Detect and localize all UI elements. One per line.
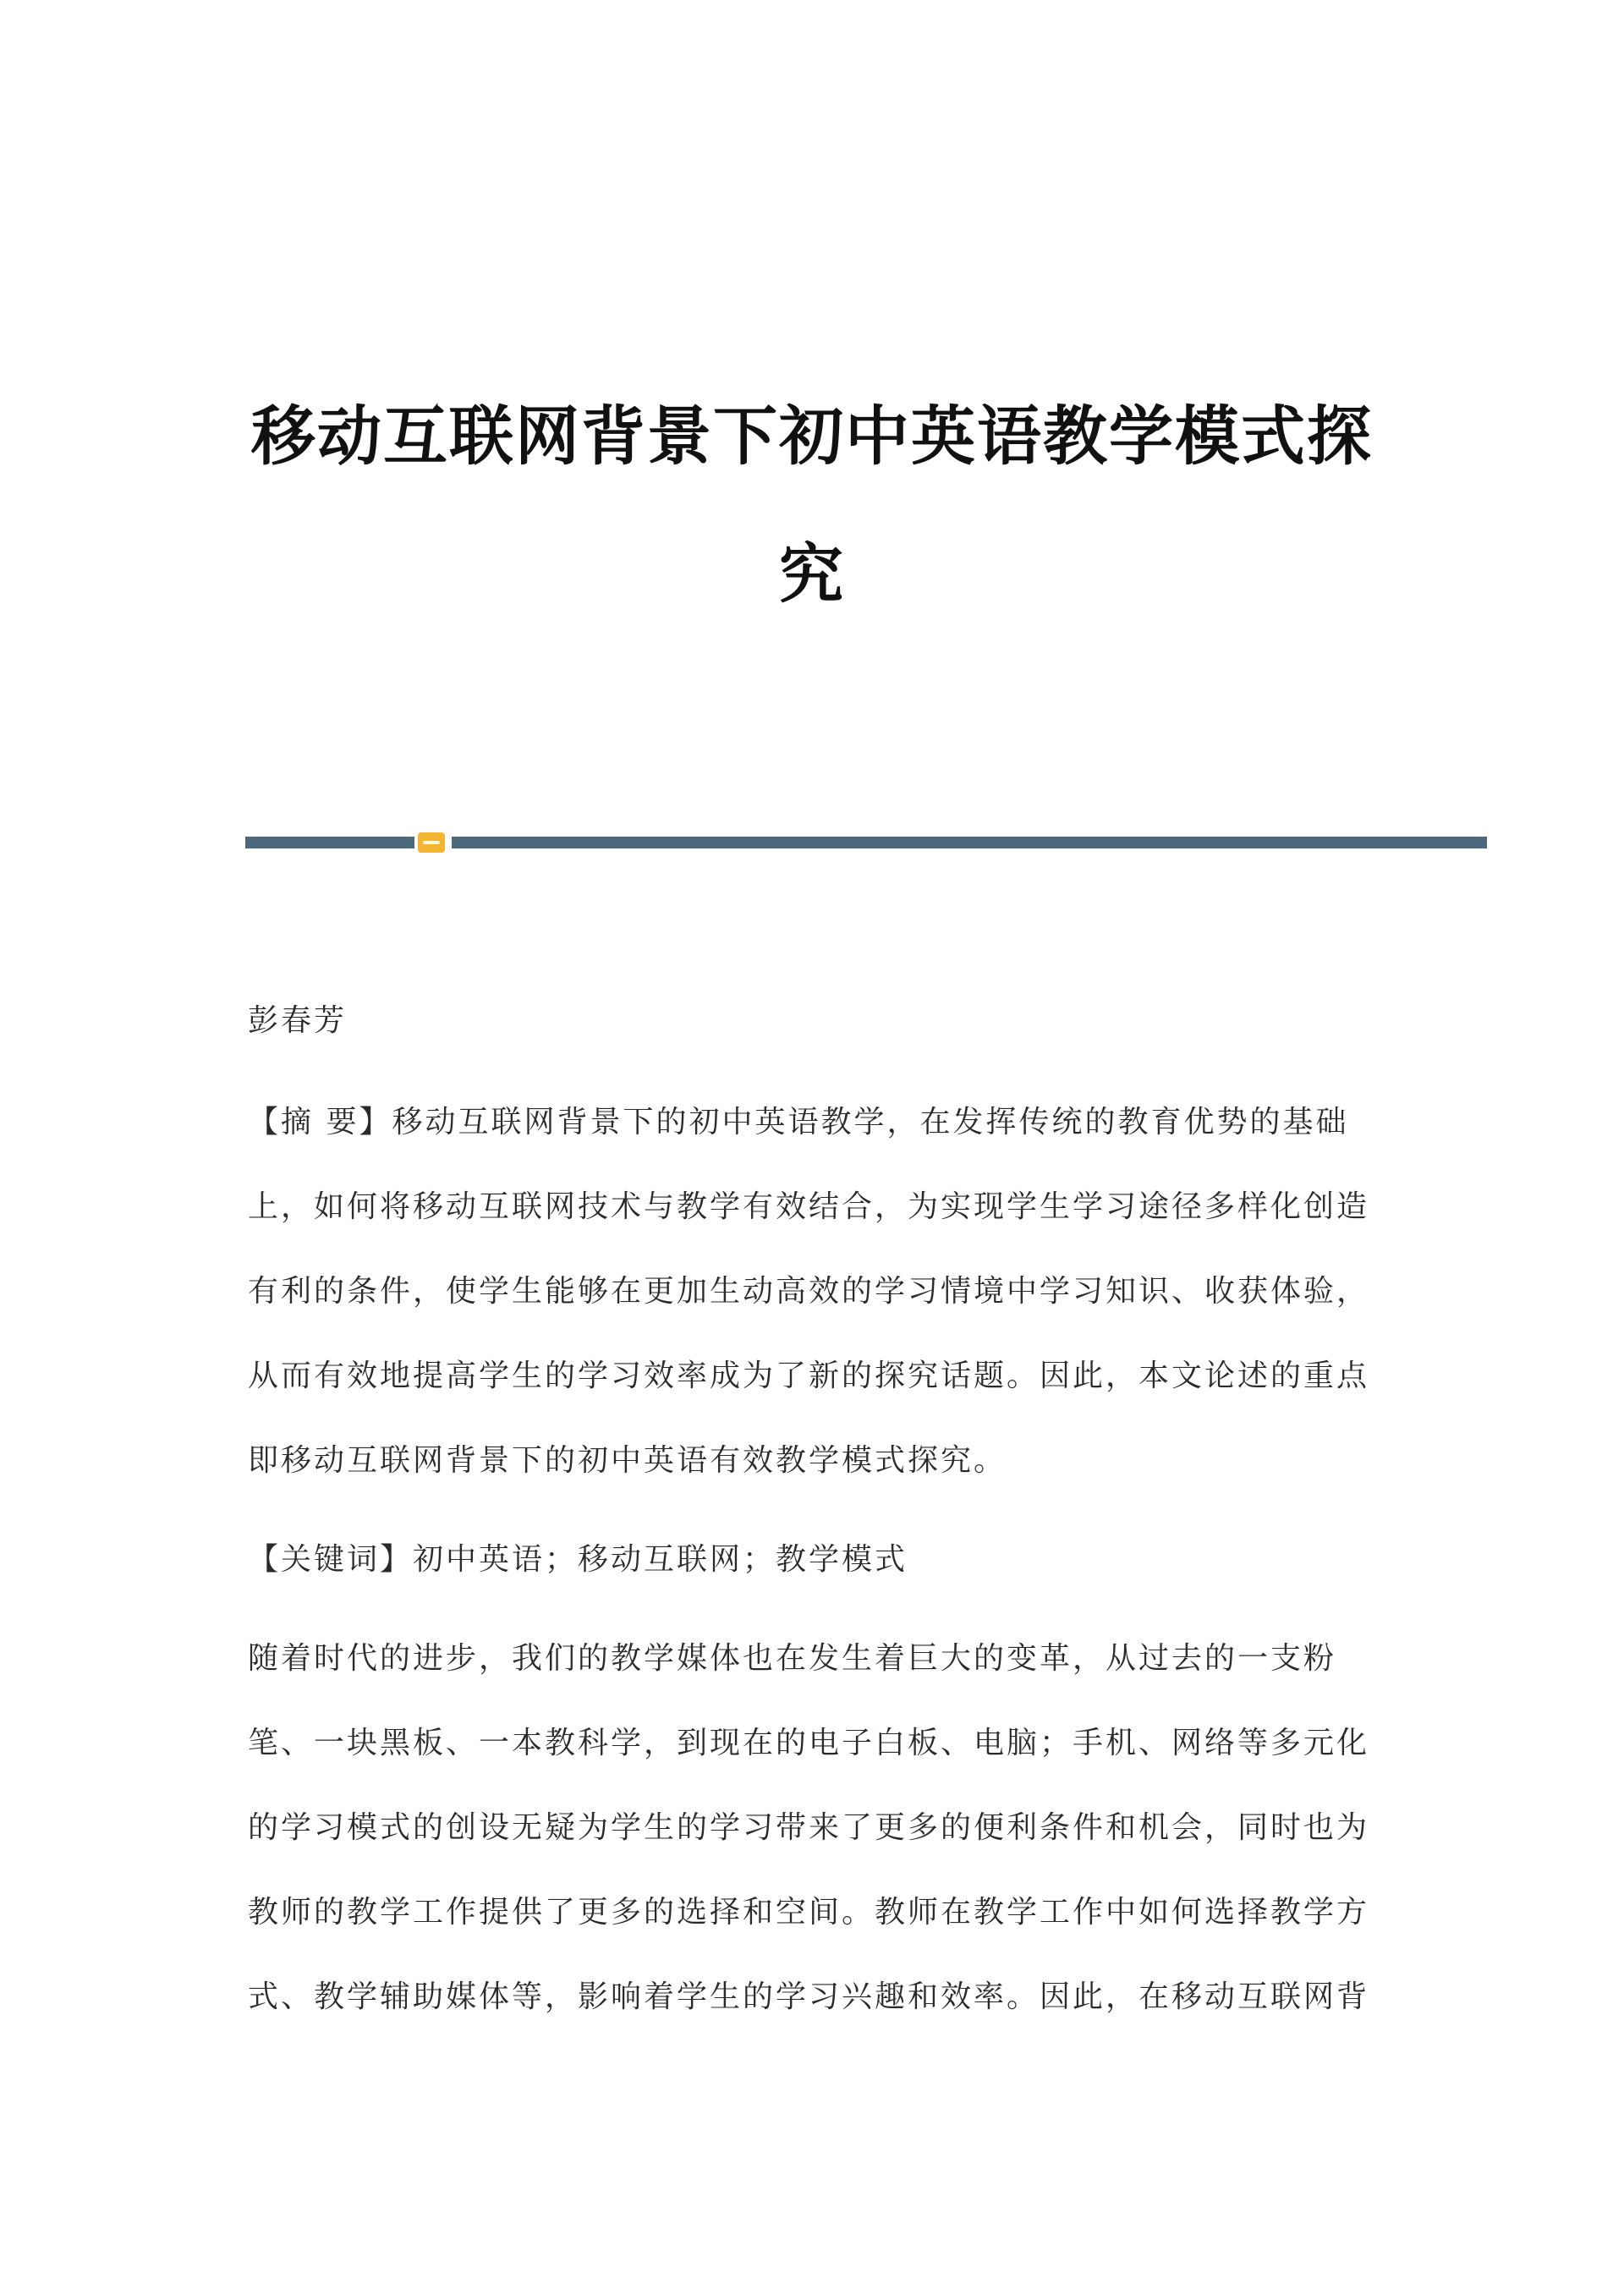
body-line-2: 笔、一块黑板、一本教科学，到现在的电子白板、电脑；手机、网络等多元化 <box>248 1726 1370 1760</box>
body-line-4: 教师的教学工作提供了更多的选择和空间。教师在教学工作中如何选择教学方 <box>248 1895 1370 1930</box>
abstract-line-3: 有利的条件，使学生能够在更加生动高效的学习情境中学习知识、收获体验， <box>248 1274 1370 1309</box>
divider-bar-right <box>452 837 1487 848</box>
title-divider <box>245 832 1487 851</box>
body-line-3: 的学习模式的创设无疑为学生的学习带来了更多的便利条件和机会，同时也为 <box>248 1810 1370 1845</box>
author-name: 彭春芳 <box>248 1003 348 1038</box>
abstract-line-2: 上，如何将移动互联网技术与教学有效结合，为实现学生学习途径多样化创造 <box>248 1189 1370 1224</box>
keywords-line: 【关键词】初中英语；移动互联网；教学模式 <box>248 1542 908 1577</box>
abstract-line-5: 即移动互联网背景下的初中英语有效教学模式探究。 <box>248 1443 1007 1478</box>
body-line-1: 随着时代的进步，我们的教学媒体也在发生着巨大的变革，从过去的一支粉 <box>248 1641 1337 1676</box>
document-title-line-2: 究 <box>779 536 845 612</box>
document-title-line-1: 移动互联网背景下初中英语教学模式探 <box>251 398 1373 474</box>
divider-bar-left <box>245 837 414 848</box>
abstract-line-1: 【摘 要】移动互联网背景下的初中英语教学，在发挥传统的教育优势的基础 <box>248 1105 1349 1139</box>
body-line-5: 式、教学辅助媒体等，影响着学生的学习兴趣和效率。因此，在移动互联网背 <box>248 1979 1370 2014</box>
divider-ornament-icon <box>418 832 445 853</box>
abstract-line-4: 从而有效地提高学生的学习效率成为了新的探究话题。因此，本文论述的重点 <box>248 1359 1370 1393</box>
